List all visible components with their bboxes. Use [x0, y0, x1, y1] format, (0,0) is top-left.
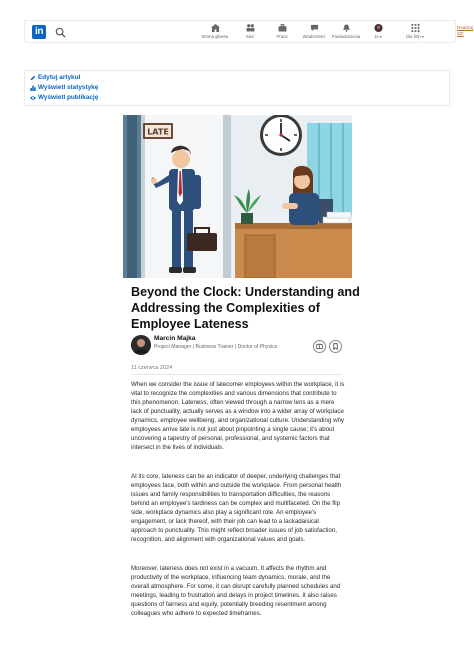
save-article-button[interactable] [329, 340, 342, 353]
bell-icon [342, 24, 351, 32]
pencil-icon [30, 75, 36, 81]
messages-icon [310, 24, 319, 32]
nav-me-label: Ja ▾ [374, 34, 382, 39]
nav-for-business-label: Dla firm ▾ [406, 34, 424, 39]
article-admin-panel [24, 70, 450, 106]
nav-home-label: Strona główna [201, 34, 229, 39]
bookmark-icon [332, 343, 339, 350]
eye-icon [30, 95, 36, 101]
author-avatar[interactable] [131, 335, 151, 355]
late-sign-text: LATE [147, 127, 169, 137]
edit-article-link[interactable] [30, 74, 80, 81]
network-icon [246, 24, 255, 32]
nav-notifications[interactable] [328, 24, 364, 42]
view-publication-label: Wyświetl publikację [38, 94, 99, 101]
nav-jobs-label: Praca [276, 34, 288, 39]
article-paragraph: At its core, lateness can be an indicator of deeper, underlying challenges that employees face, both within and outside the workplace. From personal health issues and family responsibilities to transportation difficulties, the reasons behind an employee's tardiness can be complex and multifaceted. On the flip side, workplace dynamics also play a significant role. An employee's engagement, or lack thereof, with their job can lead to a lackadaisical approach to punctuality. This might reflect broader issues of job satisfaction, recognition, and alignment with organizational values and goals. [131, 473, 342, 544]
nav-jobs[interactable] [264, 24, 300, 42]
grid-icon [411, 24, 420, 32]
article-paragraph: When we consider the issue of latecomer employees within the workplace, it is vital to recognize the complexities and various dimensions that contribute to this phenomenon. Lateness, often viewed through a narrow lens as a mere lack of punctuality, actually serves as a window into a wider array of workplace dynamics, employee wellbeing, and organizational culture. Understanding why employees arrive late is not just about pinpointing a single cause; it's about uncovering a tapestry of personal, professional, and systemic factors that intersect in the lives of individuals. [131, 381, 345, 452]
home-icon [211, 24, 220, 32]
bar-chart-icon [30, 85, 36, 91]
profile-avatar-icon [374, 24, 383, 32]
nav-messaging-label: Wiadomości [302, 34, 326, 39]
nav-messaging[interactable] [296, 24, 332, 42]
nav-me[interactable] [360, 24, 396, 42]
share-button[interactable] [313, 340, 326, 353]
nav-notifications-label: Powiadomienia [331, 34, 361, 39]
share-icon [316, 343, 323, 350]
edit-article-label: Edytuj artykuł [38, 74, 81, 81]
view-publication-link[interactable] [30, 94, 98, 101]
article-paragraph: Moreover, lateness does not exist in a vacuum. It affects the rhythm and productivity of the workplace, influencing team dynamics, morale, and the overall atmosphere. For some, it can disrupt carefully planned schedules and meetings, leading to frustration and delays in project timelines. It also raises questions of fairness and equity, potentially breeding resentment among colleagues who adhere to expected timeframes. [131, 565, 341, 618]
author-headline: Project Manager | Business Trainer | Doctor of Physics [154, 344, 278, 350]
publish-date: 11 czerwca 2024 [131, 365, 173, 371]
premium-link[interactable]: Realizuj 3Z! [457, 25, 474, 36]
article-title: Beyond the Clock: Understanding and Addressing the Complexities of Employee Lateness [131, 285, 360, 331]
search-icon[interactable] [55, 27, 66, 38]
nav-home[interactable] [197, 24, 233, 42]
view-stats-link[interactable] [30, 84, 98, 91]
global-nav [24, 20, 474, 43]
nav-for-business[interactable] [397, 24, 433, 42]
header-divider [131, 374, 342, 375]
nav-network[interactable] [232, 24, 268, 42]
linkedin-logo[interactable]: in [32, 25, 46, 39]
view-stats-label: Wyświetl statystykę [38, 84, 99, 91]
article-cover-image [123, 115, 352, 278]
briefcase-icon [278, 24, 287, 32]
author-name[interactable]: Marcin Majka [154, 335, 196, 342]
nav-network-label: Sieć [245, 34, 255, 39]
